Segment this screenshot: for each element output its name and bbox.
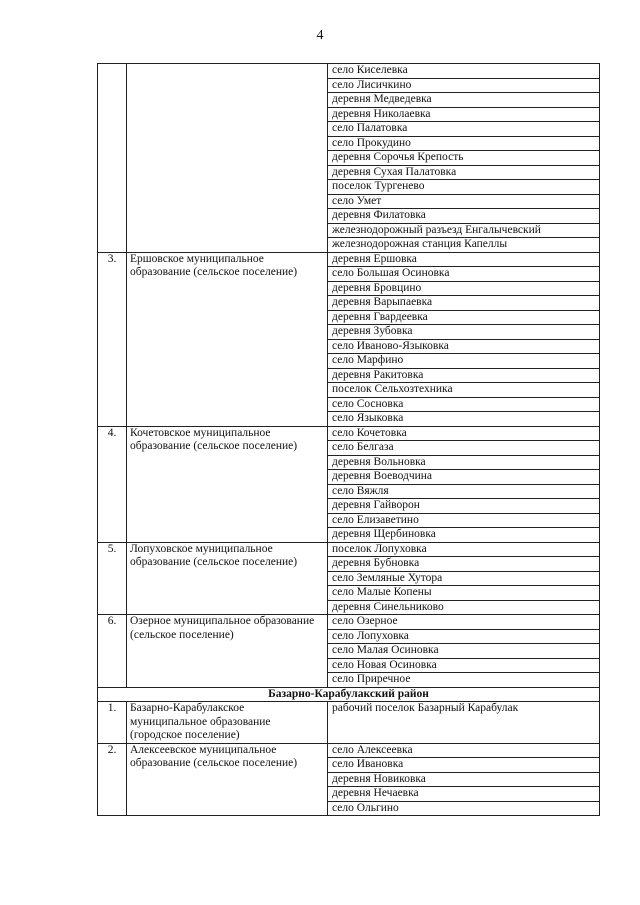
settlement-name: деревня Гвардеевка xyxy=(328,310,600,325)
group-number: 4. xyxy=(98,426,127,542)
settlement-name: деревня Варыпаевка xyxy=(328,296,600,311)
municipality-name: Базарно-Карабулакское муниципальное образование (городское поселение) xyxy=(127,702,328,744)
settlement-name: деревня Новиковка xyxy=(328,772,600,787)
settlement-name: село Приречное xyxy=(328,673,600,688)
settlements-table xyxy=(97,63,600,816)
municipality-name: Лопуховское муниципальное образование (сельское поселение) xyxy=(127,542,328,615)
settlement-name: село Вяжля xyxy=(328,484,600,499)
settlement-name: село Малая Осиновка xyxy=(328,644,600,659)
group-number: 2. xyxy=(98,743,127,816)
table-row xyxy=(98,702,600,744)
settlement-name: село Сосновка xyxy=(328,397,600,412)
group-number xyxy=(98,64,127,253)
table-row xyxy=(98,743,600,758)
settlement-name: село Елизаветино xyxy=(328,513,600,528)
settlement-name: село Языковка xyxy=(328,412,600,427)
settlement-name: железнодорожный разъезд Енгалычевский xyxy=(328,223,600,238)
district-name: Базарно-Карабулакский район xyxy=(98,687,600,702)
settlement-name: село Кочетовка xyxy=(328,426,600,441)
settlement-name: железнодорожная станция Капеллы xyxy=(328,238,600,253)
settlement-name: деревня Синельниково xyxy=(328,600,600,615)
settlement-name: село Озерное xyxy=(328,615,600,630)
table-row xyxy=(98,252,600,267)
settlement-name: село Ольгино xyxy=(328,801,600,816)
settlement-name: деревня Зубовка xyxy=(328,325,600,340)
table-row xyxy=(98,64,600,79)
group-number: 1. xyxy=(98,702,127,744)
district-header-row xyxy=(98,687,600,702)
settlement-name: деревня Бубновка xyxy=(328,557,600,572)
settlement-name: село Киселевка xyxy=(328,64,600,79)
settlement-name: село Марфино xyxy=(328,354,600,369)
settlement-name: деревня Щербиновка xyxy=(328,528,600,543)
settlement-name: село Новая Осиновка xyxy=(328,658,600,673)
settlements-table-container xyxy=(97,63,600,816)
table-row xyxy=(98,615,600,630)
settlement-name: село Прокудино xyxy=(328,136,600,151)
settlement-name: деревня Николаевка xyxy=(328,107,600,122)
municipality-name: Озерное муниципальное образование (сельское поселение) xyxy=(127,615,328,688)
table-body xyxy=(98,64,600,816)
settlement-name: село Алексеевка xyxy=(328,743,600,758)
settlement-name: село Земляные Хутора xyxy=(328,571,600,586)
settlement-name: село Лисичкино xyxy=(328,78,600,93)
settlement-name: деревня Гайворон xyxy=(328,499,600,514)
settlement-name: село Лопуховка xyxy=(328,629,600,644)
settlement-name: поселок Сельхозтехника xyxy=(328,383,600,398)
municipality-name: Ершовское муниципальное образование (сельское поселение) xyxy=(127,252,328,426)
settlement-name: рабочий поселок Базарный Карабулак xyxy=(328,702,600,744)
settlement-name: село Ивановка xyxy=(328,758,600,773)
settlement-name: деревня Бровцино xyxy=(328,281,600,296)
settlement-name: село Палатовка xyxy=(328,122,600,137)
table-row xyxy=(98,426,600,441)
settlement-name: деревня Ракитовка xyxy=(328,368,600,383)
settlement-name: деревня Вольновка xyxy=(328,455,600,470)
settlement-name: село Иваново-Языковка xyxy=(328,339,600,354)
settlement-name: деревня Ершовка xyxy=(328,252,600,267)
settlement-name: деревня Медведевка xyxy=(328,93,600,108)
page-number: 4 xyxy=(316,28,324,43)
settlement-name: деревня Воеводчина xyxy=(328,470,600,485)
settlement-name: деревня Нечаевка xyxy=(328,787,600,802)
municipality-name: Алексеевское муниципальное образование (сельское поселение) xyxy=(127,743,328,816)
settlement-name: село Белгаза xyxy=(328,441,600,456)
settlement-name: деревня Филатовка xyxy=(328,209,600,224)
municipality-name xyxy=(127,64,328,253)
group-number: 3. xyxy=(98,252,127,426)
settlement-name: поселок Лопуховка xyxy=(328,542,600,557)
group-number: 6. xyxy=(98,615,127,688)
table-row xyxy=(98,542,600,557)
settlement-name: деревня Сорочья Крепость xyxy=(328,151,600,166)
settlement-name: поселок Тургенево xyxy=(328,180,600,195)
municipality-name: Кочетовское муниципальное образование (сельское поселение) xyxy=(127,426,328,542)
settlement-name: деревня Сухая Палатовка xyxy=(328,165,600,180)
settlement-name: село Умет xyxy=(328,194,600,209)
settlement-name: село Большая Осиновка xyxy=(328,267,600,282)
settlement-name: село Малые Копены xyxy=(328,586,600,601)
group-number: 5. xyxy=(98,542,127,615)
